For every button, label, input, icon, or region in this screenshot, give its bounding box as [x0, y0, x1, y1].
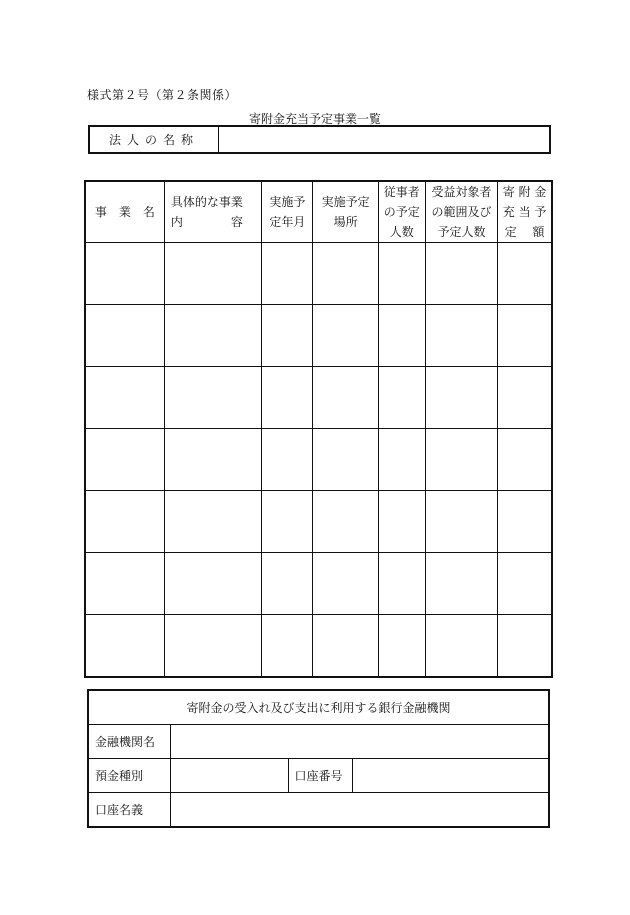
project-name-cell[interactable] [85, 553, 164, 615]
header-place-line-2: 場所 [333, 215, 358, 229]
staff-cell[interactable] [378, 243, 425, 305]
amount-cell[interactable] [498, 553, 552, 615]
period-cell[interactable] [262, 429, 313, 491]
table-row [85, 615, 552, 678]
header-amount-line-2: 充 当 予 [502, 205, 547, 219]
header-staff-line-3: 人数 [389, 225, 414, 239]
projects-table [84, 180, 553, 678]
staff-cell[interactable] [378, 615, 425, 678]
corporation-name-label: 法人の名称 [89, 126, 219, 153]
header-staff-line-1: 従事者 [383, 185, 420, 199]
header-amount [498, 181, 552, 243]
header-content-line-1: 具体的な事業 [170, 195, 243, 209]
project-content-cell[interactable] [164, 367, 261, 429]
header-place-line-1: 実施予定 [321, 195, 370, 209]
place-cell[interactable] [313, 367, 378, 429]
account-number-field[interactable] [352, 759, 549, 793]
project-content-cell[interactable] [164, 553, 261, 615]
amount-cell[interactable] [498, 367, 552, 429]
beneficiaries-cell[interactable] [425, 367, 497, 429]
institution-label: 金融機関名 [88, 725, 170, 759]
amount-cell[interactable] [498, 615, 552, 678]
header-period-line-2: 定年月 [269, 215, 306, 229]
header-beneficiaries [425, 181, 497, 243]
header-project-content [164, 181, 261, 243]
header-period-line-1: 実施予 [269, 195, 306, 209]
deposit-type-field[interactable] [170, 759, 288, 793]
projects-header-row [85, 181, 552, 243]
beneficiaries-cell[interactable] [425, 429, 497, 491]
corporation-name-table [88, 125, 551, 154]
bank-section-title: 寄附金の受入れ及び支出に利用する銀行金融機関 [88, 690, 549, 725]
table-row [85, 367, 552, 429]
project-name-cell[interactable] [85, 491, 164, 553]
header-content-line-2: 内 容 [170, 215, 243, 229]
account-number-label: 口座番号 [288, 759, 352, 793]
period-cell[interactable] [262, 615, 313, 678]
header-benef-line-2: の範囲及び [431, 205, 492, 219]
project-content-cell[interactable] [164, 615, 261, 678]
project-content-cell[interactable] [164, 305, 261, 367]
staff-cell[interactable] [378, 305, 425, 367]
amount-cell[interactable] [498, 491, 552, 553]
period-cell[interactable] [262, 553, 313, 615]
place-cell[interactable] [313, 553, 378, 615]
institution-field[interactable] [170, 725, 549, 759]
staff-cell[interactable] [378, 367, 425, 429]
header-staff [378, 181, 425, 243]
corporation-name-field[interactable] [219, 126, 551, 153]
amount-cell[interactable] [498, 243, 552, 305]
staff-cell[interactable] [378, 553, 425, 615]
period-cell[interactable] [262, 243, 313, 305]
project-name-cell[interactable] [85, 615, 164, 678]
header-period [262, 181, 313, 243]
project-content-cell[interactable] [164, 429, 261, 491]
period-cell[interactable] [262, 491, 313, 553]
header-staff-line-2: の予定 [383, 205, 420, 219]
period-cell[interactable] [262, 305, 313, 367]
beneficiaries-cell[interactable] [425, 305, 497, 367]
header-benef-line-3: 予定人数 [437, 225, 486, 239]
beneficiaries-cell[interactable] [425, 615, 497, 678]
table-row [85, 491, 552, 553]
header-project-name: 事 業 名 [85, 181, 164, 243]
period-cell[interactable] [262, 367, 313, 429]
project-name-cell[interactable] [85, 305, 164, 367]
project-name-cell[interactable] [85, 429, 164, 491]
bank-info-table [87, 689, 550, 828]
beneficiaries-cell[interactable] [425, 553, 497, 615]
table-row [85, 305, 552, 367]
account-holder-field[interactable] [170, 793, 549, 828]
header-amount-line-1: 寄 附 金 [502, 185, 547, 199]
table-row [85, 553, 552, 615]
project-content-cell[interactable] [164, 491, 261, 553]
place-cell[interactable] [313, 429, 378, 491]
form-number: 様式第２号（第２条関係） [87, 88, 238, 102]
account-holder-label: 口座名義 [88, 793, 170, 828]
header-amount-line-3: 定 額 [504, 225, 545, 239]
staff-cell[interactable] [378, 429, 425, 491]
project-content-cell[interactable] [164, 243, 261, 305]
table-row [85, 243, 552, 305]
deposit-type-label: 預金種別 [88, 759, 170, 793]
table-row [85, 429, 552, 491]
amount-cell[interactable] [498, 305, 552, 367]
place-cell[interactable] [313, 243, 378, 305]
amount-cell[interactable] [498, 429, 552, 491]
beneficiaries-cell[interactable] [425, 243, 497, 305]
header-benef-line-1: 受益対象者 [431, 185, 492, 199]
place-cell[interactable] [313, 615, 378, 678]
place-cell[interactable] [313, 491, 378, 553]
staff-cell[interactable] [378, 491, 425, 553]
project-name-cell[interactable] [85, 243, 164, 305]
header-place [313, 181, 378, 243]
beneficiaries-cell[interactable] [425, 491, 497, 553]
document-title: 寄附金充当予定事業一覧 [248, 112, 381, 126]
place-cell[interactable] [313, 305, 378, 367]
project-name-cell[interactable] [85, 367, 164, 429]
